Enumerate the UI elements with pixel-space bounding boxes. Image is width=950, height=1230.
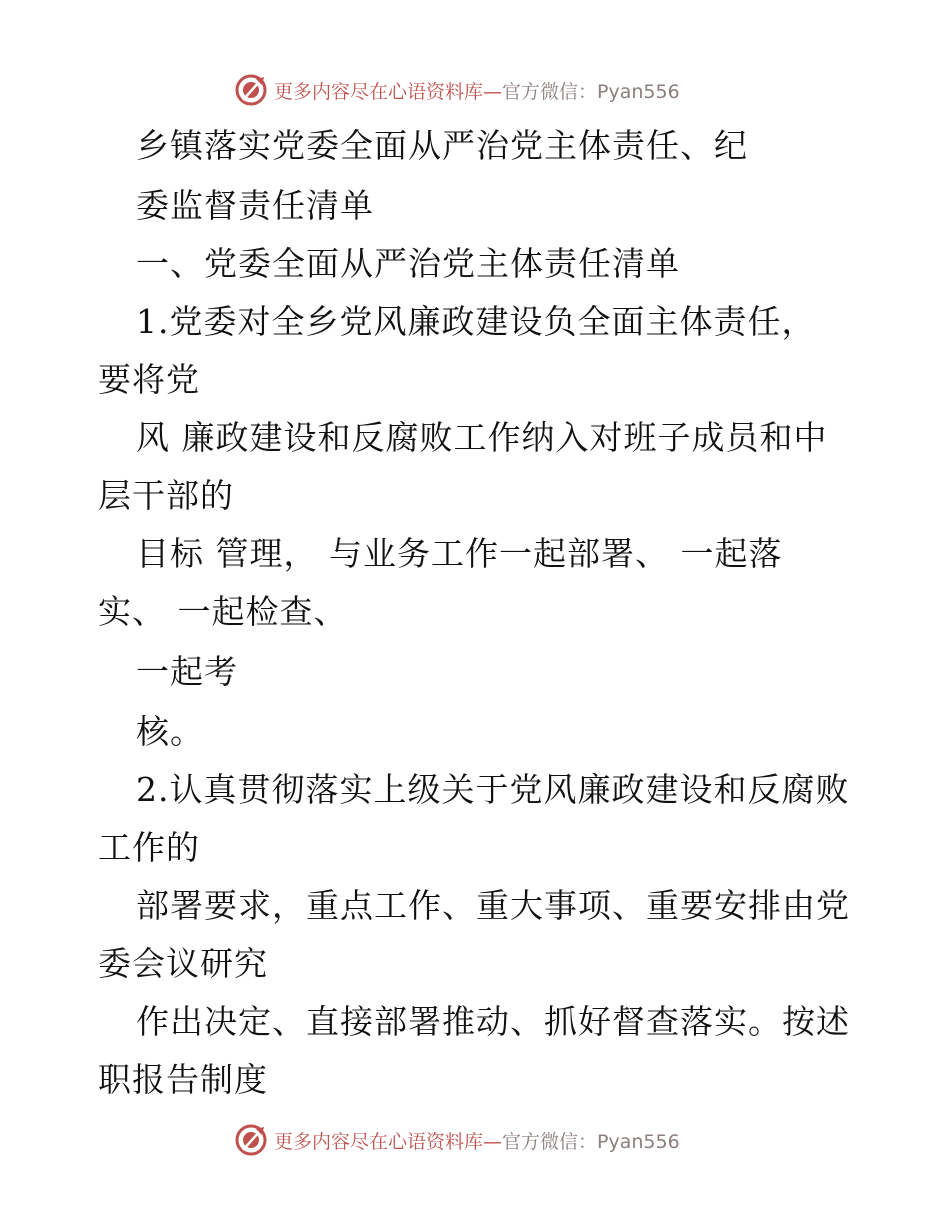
paragraph-line: 一起考 bbox=[136, 652, 238, 691]
footer-watermark bbox=[234, 1122, 680, 1158]
paragraph-line: 核。 bbox=[136, 712, 204, 751]
watermark-text: 更多内容尽在心语资料库—官方微信：Pyan556 bbox=[274, 80, 680, 103]
paragraph-line: 要将党 bbox=[98, 360, 200, 399]
paragraph-line: 作出决定、直接部署推动、抓好督查落实。按述 bbox=[136, 1002, 850, 1041]
pen-seal-icon bbox=[234, 1123, 268, 1157]
section-heading: 一、党委全面从严治党主体责任清单 bbox=[136, 244, 680, 283]
watermark-contact: 官方微信：Pyan556 bbox=[502, 80, 680, 103]
paragraph-line: 目标 管理， 与业务工作一起部署、 一起落 bbox=[136, 534, 783, 573]
paragraph-line: 职报告制度 bbox=[98, 1060, 268, 1099]
paragraph-line: 1.党委对全乡党风廉政建设负全面主体责任， bbox=[136, 302, 816, 341]
title-line-2: 委监督责任清单 bbox=[136, 186, 374, 225]
paragraph-line: 工作的 bbox=[98, 828, 200, 867]
paragraph-line: 2.认真贯彻落实上级关于党风廉政建设和反腐败 bbox=[136, 770, 850, 809]
paragraph-line: 委会议研究 bbox=[98, 944, 268, 983]
paragraph-line: 风 廉政建设和反腐败工作纳入对班子成员和中 bbox=[136, 418, 828, 457]
paragraph-line: 层干部的 bbox=[98, 476, 234, 515]
paragraph-line: 实、 一起检查、 bbox=[98, 592, 348, 631]
title-line-1: 乡镇落实党委全面从严治党主体责任、纪 bbox=[136, 126, 748, 165]
watermark-text: 更多内容尽在心语资料库—官方微信：Pyan556 bbox=[274, 1130, 680, 1153]
watermark-contact: 官方微信：Pyan556 bbox=[502, 1130, 680, 1153]
paragraph-line: 部署要求，重点工作、重大事项、重要安排由党 bbox=[136, 886, 850, 925]
